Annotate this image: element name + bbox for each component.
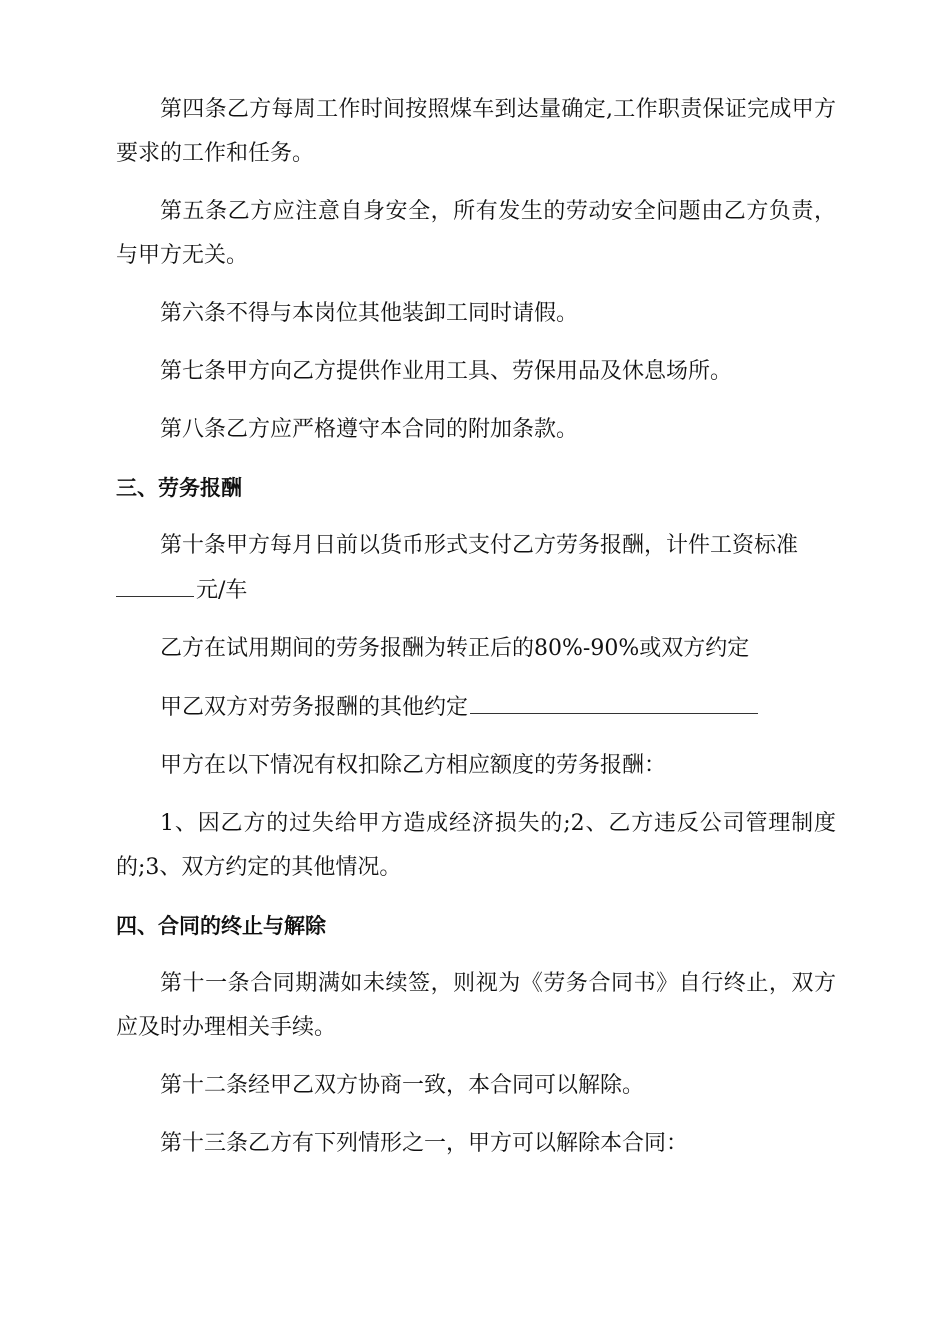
probation-pay: 乙方在试用期间的劳务报酬为转正后的80%-90%或双方约定: [160, 636, 750, 661]
clause-8: 第八条乙方应严格遵守本合同的附加条款。: [160, 417, 579, 442]
clause-6: 第六条不得与本岗位其他装卸工同时请假。: [160, 301, 579, 326]
clause-10-wage-line: [116, 568, 836, 613]
clause-10: [116, 524, 836, 613]
clause-7: 第七条甲方向乙方提供作业用工具、劳保用品及休息场所。: [160, 359, 733, 384]
document-body: [116, 88, 836, 1180]
wage-unit: 元/车: [196, 578, 248, 603]
wage-blank-field[interactable]: [116, 568, 194, 597]
section-heading-3: 三、劳务报酬: [116, 476, 242, 500]
other-pay-agreement: [116, 685, 836, 730]
clause-13: 第十三条乙方有下列情形之一，甲方可以解除本合同：: [160, 1131, 689, 1156]
deduction-cases: 1、因乙方的过失给甲方造成经济损失的;2、乙方违反公司管理制度的;3、双方约定的其他情况。: [116, 811, 836, 880]
clause-11: 第十一条合同期满如未续签，则视为《劳务合同书》自行终止，双方应及时办理相关手续。: [116, 971, 836, 1040]
clause-12: 第十二条经甲乙双方协商一致，本合同可以解除。: [160, 1073, 645, 1098]
clause-10-text: 第十条甲方每月日前以货币形式支付乙方劳务报酬，计件工资标准: [160, 533, 799, 558]
clause-4: 第四条乙方每周工作时间按照煤车到达量确定,工作职责保证完成甲方要求的工作和任务。: [116, 97, 836, 166]
other-pay-label: 甲乙双方对劳务报酬的其他约定: [160, 695, 469, 720]
other-pay-blank-field[interactable]: [470, 685, 758, 714]
clause-5: 第五条乙方应注意自身安全，所有发生的劳动安全问题由乙方负责，与甲方无关。: [116, 199, 836, 268]
deduction-intro: 甲方在以下情况有权扣除乙方相应额度的劳务报酬：: [160, 753, 667, 778]
section-heading-4: 四、合同的终止与解除: [116, 914, 326, 938]
